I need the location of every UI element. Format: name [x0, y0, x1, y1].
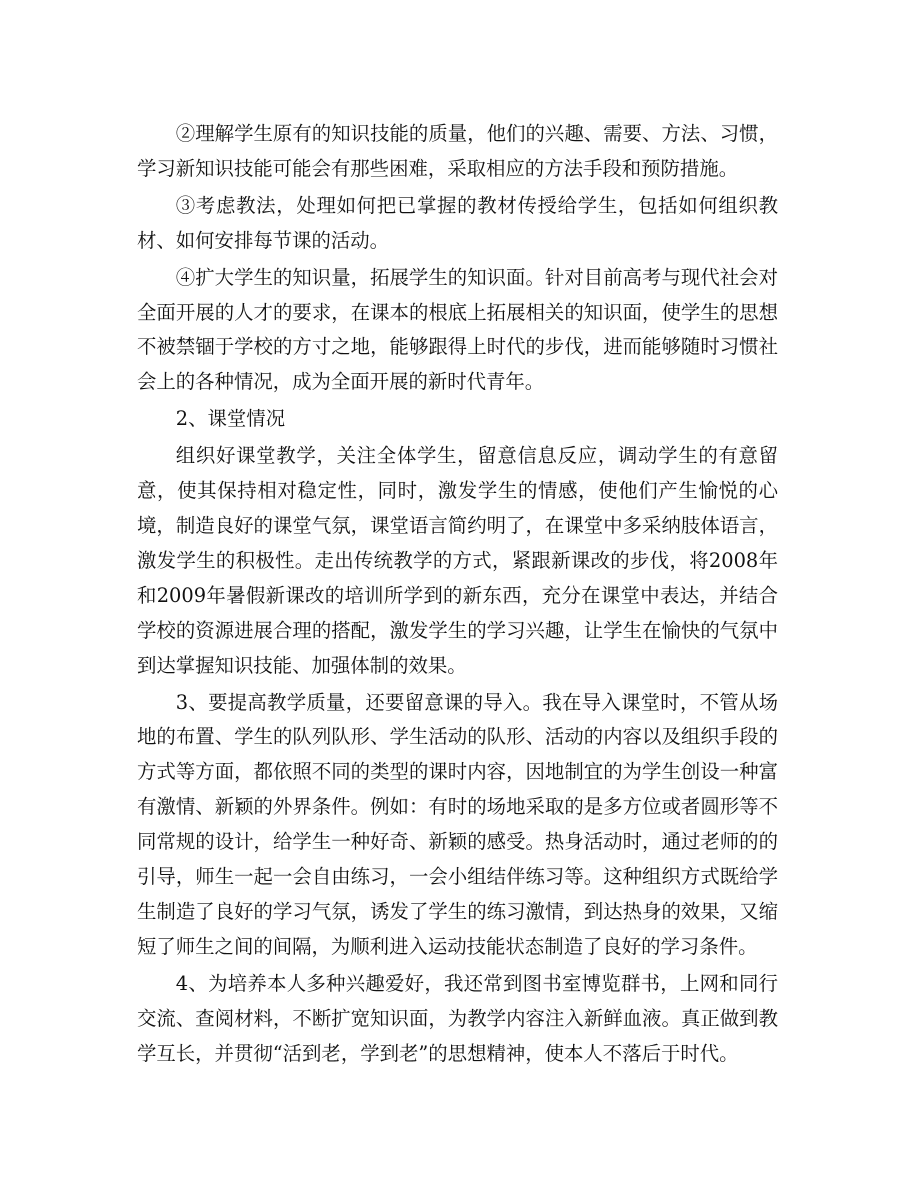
paragraph-teaching-methods: ③考虑教法，处理如何把已掌握的教材传授给学生，包括如何组织教材、如何安排每节课的活动。 [137, 193, 778, 252]
paragraph-lesson-introduction: 3、要提高教学质量，还要留意课的导入。我在导入课堂时，不管从场地的布置、学生的队列队形、学生活动的队形、活动的内容以及组织手段的方式等方面，都依照不同的类型的课时内容，因地制宜的为学生创设一种富有激情、新颖的外界条件。例如：有时的场地采取的是多方位或者圆形等不同常规的设计，给学生一种好奇、新颖的感受。热身活动时，通过老师的的引导，师生一起一会自由练习，一会小组结伴练习等。这种组织方式既给学生制造了良好的学习气氛，诱发了学生的练习激情，到达热身的效果，又缩短了师生之间的间隔，为顺利进入运动技能状态制造了良好的学习条件。 [137, 690, 778, 958]
document-body [137, 117, 778, 1071]
section-heading-classroom: 2、课堂情况 [175, 407, 286, 431]
paragraph-classroom-organization: 组织好课堂教学，关注全体学生，留意信息反应，调动学生的有意留意，使其保持相对稳定性，同时，激发学生的情感，使他们产生愉悦的心境，制造良好的课堂气氛，课堂语言简约明了，在课堂中多采纳肢体语言，激发学生的积极性。走出传统教学的方式，紧跟新课改的步伐，将2008年和2009年暑假新课改的培训所学到的新东西，充分在课堂中表达，并结合学校的资源进展合理的搭配，激发学生的学习兴趣，让学生在愉快的气氛中到达掌握知识技能、加强体制的效果。 [137, 444, 778, 677]
paragraph-expand-knowledge: ④扩大学生的知识量，拓展学生的知识面。针对目前高考与现代社会对全面开展的人才的要求，在课本的根底上拓展相关的知识面，使学生的思想不被禁锢于学校的方寸之地，能够跟得上时代的步伐，进而能够随时习惯社会上的各种情况，成为全面开展的新时代青年。 [137, 265, 778, 394]
paragraph-self-development: 4、为培养本人多种兴趣爱好，我还常到图书室博览群书，上网和同行交流、查阅材料，不断扩宽知识面，为教学内容注入新鲜血液。真正做到教学互长，并贯彻“活到老，学到老”的思想精神，使本人不落后于时代。 [137, 971, 778, 1065]
paragraph-understand-students: ②理解学生原有的知识技能的质量，他们的兴趣、需要、方法、习惯，学习新知识技能可能会有那些困难，采取相应的方法手段和预防措施。 [137, 122, 778, 180]
